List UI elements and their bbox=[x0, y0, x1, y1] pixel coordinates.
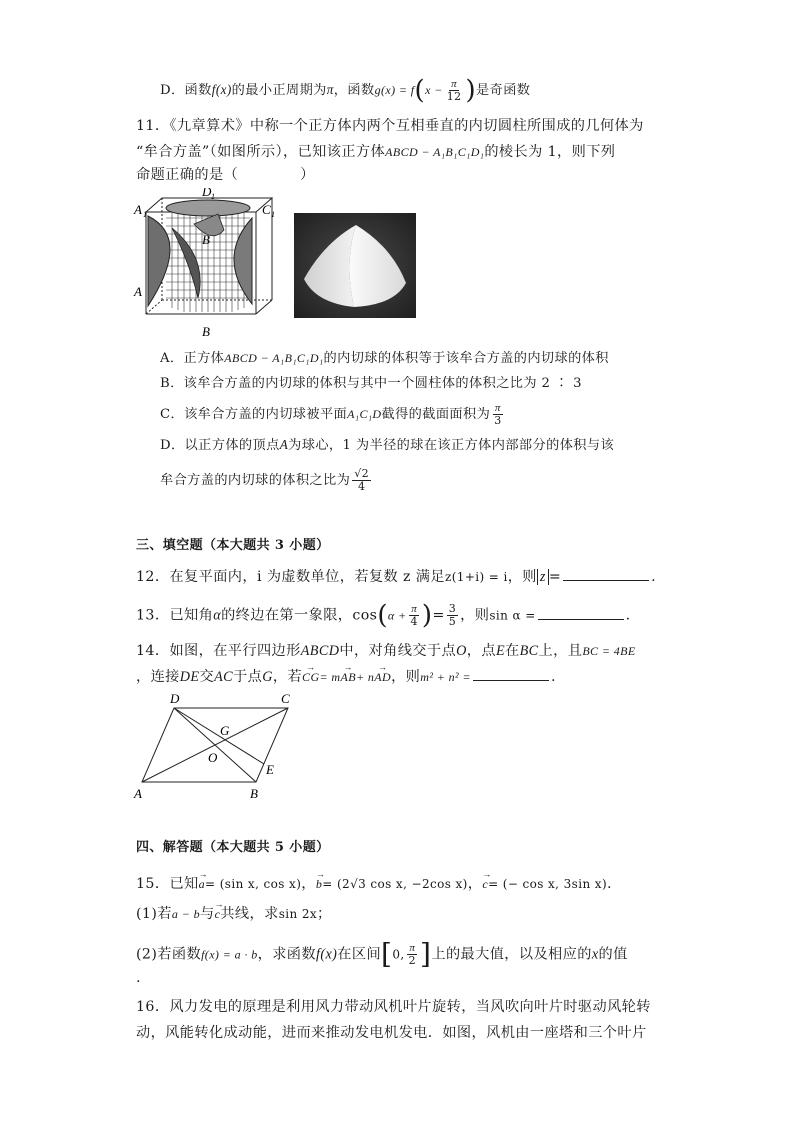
q15-sep2: ， bbox=[467, 876, 483, 892]
q15-p2-end: 的值 bbox=[598, 946, 628, 963]
q15-sep1: ， bbox=[301, 876, 316, 892]
q14-l2-d: ，若 bbox=[272, 669, 303, 685]
q11-d-point: A bbox=[279, 437, 289, 452]
q14-text: 14．如图，在平行四边形 bbox=[136, 643, 301, 659]
q15-vec-b-value: = (2√3 cos x, −2cos x) bbox=[322, 877, 468, 891]
q13-alpha: α bbox=[213, 607, 222, 624]
q13-then: ，则 bbox=[460, 607, 490, 624]
q12 bbox=[136, 567, 656, 587]
q13-frac1 bbox=[409, 603, 420, 628]
q12-end: . bbox=[651, 569, 657, 585]
q13-sin: sin α = bbox=[489, 608, 536, 623]
q14-answer-blank bbox=[473, 668, 549, 681]
q14-g: G bbox=[262, 669, 273, 685]
q14-text4: 在 bbox=[505, 643, 520, 659]
q10-d-text: D．函数 bbox=[160, 83, 212, 98]
q10-d-end: 是奇函数 bbox=[476, 83, 531, 98]
q15-p1-ask: 共线，求 bbox=[220, 906, 279, 922]
q11-d-rest: 为球心，1 为半径的球在该正方体内部部分的体积与该 bbox=[288, 438, 615, 453]
q15-p2-num: π bbox=[409, 942, 416, 954]
q13-num2: 3 bbox=[448, 602, 457, 615]
q15-vec-a-value: = (sin x, cos x) bbox=[205, 877, 302, 891]
q10-d-mid2: ，函数 bbox=[333, 83, 375, 98]
q15-p1-with: 与 bbox=[200, 906, 215, 922]
q11-d-line2-text: 牟合方盖的内切球的体积之比为 bbox=[160, 473, 351, 488]
q11-c-num: π bbox=[494, 402, 501, 414]
label-a1: A bbox=[134, 202, 142, 217]
q15-p1-label: (1)若 bbox=[136, 906, 172, 922]
q16-line1: 16．风力发电的原理是利用风力带动风机叶片旋转，当风吹向叶片时驱动风轮转 bbox=[136, 999, 651, 1015]
q15-part2: (2)若函数f(x) = a · b，求函数f(x)在区间[0, $\frac{\pi}{2}$ ]上的最大值，以及相应的x的值 bbox=[136, 937, 628, 971]
q14-ac: AC bbox=[214, 669, 234, 685]
q13-end: . bbox=[625, 607, 631, 624]
q11-option-c bbox=[160, 402, 506, 427]
q10-d-den: 12 bbox=[446, 90, 462, 103]
q14-vec-cg: → CG bbox=[302, 667, 319, 687]
fig-label-e: E bbox=[266, 762, 274, 777]
cylinder-right-face bbox=[234, 218, 252, 304]
q12-then: ，则 bbox=[507, 569, 537, 585]
q11-line3 bbox=[136, 165, 315, 185]
q11-option-a bbox=[160, 348, 609, 369]
mouhefanggai-render-image bbox=[294, 213, 416, 318]
q14-de: DE bbox=[179, 669, 200, 685]
q11-option-b: B．该牟合方盖的内切球的体积与其中一个圆柱体的体积之比为 2 ∶ 3 bbox=[160, 376, 582, 391]
q11-cube-name: ABCD − A₁B₁C₁D₁ bbox=[385, 145, 485, 159]
q13-answer-blank bbox=[538, 607, 624, 620]
q11-line3a: 命题正确的是（ bbox=[136, 167, 239, 183]
q11-line2 bbox=[136, 142, 615, 162]
q15-p2-max-text: 上的最大值，以及相应的 bbox=[431, 946, 592, 963]
q13-text: 13．已知角 bbox=[136, 607, 214, 624]
q12-text: 12．在复平面内，i 为虚数单位，若复数 z 满足 bbox=[136, 569, 445, 585]
q11-c-text: C．该牟合方盖的内切球被平面 bbox=[160, 407, 348, 422]
fig-label-b: B bbox=[250, 786, 258, 801]
q14-e: E bbox=[495, 643, 506, 659]
q14-eq2: + n bbox=[355, 670, 375, 684]
q14-l2-a: ，连接 bbox=[136, 669, 180, 685]
q15-text: 15．已知 bbox=[136, 876, 199, 892]
q13-inner: α + bbox=[387, 608, 407, 623]
q11-c-plane: A₁C₁D bbox=[347, 407, 382, 421]
q11-a-text: A．正方体 bbox=[160, 351, 225, 366]
q15-p2-label: (2)若函数 bbox=[136, 946, 202, 963]
q16-line2: 动，风能转化成动能，进而来推动发电机发电．如图，风机由一座塔和三个叶片 bbox=[136, 1025, 647, 1041]
q13-num: π bbox=[411, 603, 418, 615]
fig-label-o: O bbox=[208, 750, 218, 765]
q14-text2: 中，对角线交于点 bbox=[339, 643, 457, 659]
q14-text3: ，点 bbox=[466, 643, 496, 659]
q15-p1-end: ； bbox=[317, 906, 332, 922]
section-3-title: 三、填空题（本大题共 3 小题） bbox=[136, 538, 330, 553]
q15-p2-x: x bbox=[591, 946, 599, 963]
label-b1: B bbox=[202, 232, 210, 247]
q15-p1-sin2x: sin 2x bbox=[278, 907, 318, 921]
q15-p2-interval-start: 0, bbox=[392, 947, 405, 962]
q14-mn: m² + n² = bbox=[420, 670, 471, 684]
q10-d-g: g(x) = f bbox=[374, 83, 415, 97]
label-a1-sub: 1 bbox=[143, 210, 147, 219]
q15-p1-expr: a − b bbox=[171, 907, 200, 921]
q10-d-mid: 的最小正周期为 bbox=[231, 83, 327, 98]
label-d1: D bbox=[202, 188, 212, 199]
q11-d-den: 4 bbox=[357, 480, 366, 493]
section-4-title: 四、解答题（本大题共 5 小题） bbox=[136, 840, 330, 855]
q14-abcd: ABCD bbox=[300, 643, 340, 659]
q13-den2: 5 bbox=[448, 615, 457, 628]
q15-p2-text: ，求函数 bbox=[257, 946, 316, 963]
q14-l2-b: 交 bbox=[199, 669, 215, 685]
q14-text5: 上，且 bbox=[538, 643, 583, 659]
q11-line2a: “牟合方盖”（如图所示），已知该正方体 bbox=[136, 144, 386, 160]
label-c1-sub: 1 bbox=[271, 210, 275, 219]
q10-option-d: D．函数f(x)的最小正周期为π，函数g(x) = f(x − $\frac{\pi}{12}$ )是奇函数 bbox=[160, 75, 531, 106]
q15-p2-frac bbox=[407, 942, 418, 967]
q11-d-text: D．以正方体的顶点 bbox=[160, 438, 280, 453]
parallelogram-figure bbox=[130, 688, 300, 804]
q11-line2b: 的棱长为 1，则下列 bbox=[484, 144, 616, 160]
cylinder-top-ellipse bbox=[166, 200, 250, 216]
fig-label-a: A bbox=[134, 786, 142, 801]
q14-end: . bbox=[550, 669, 556, 685]
fig-label-d: D bbox=[170, 691, 180, 706]
q14-line2 bbox=[136, 667, 556, 687]
q14-vec-ad: → AD bbox=[374, 667, 391, 687]
q11-option-d-line2 bbox=[160, 468, 373, 493]
q15-p2-interval-text: 在区间 bbox=[337, 946, 382, 963]
q12-answer-blank bbox=[563, 568, 649, 581]
q13-cos: cos bbox=[352, 607, 378, 624]
q11-c-rest: 截得的截面面积为 bbox=[381, 407, 491, 422]
cylinder-left-face bbox=[148, 216, 170, 306]
q12-equation: z(1+i) = i bbox=[444, 570, 508, 584]
q13-text2: 的终边在第一象限， bbox=[221, 607, 353, 624]
q14-bc: BC bbox=[519, 643, 539, 659]
q11-c-frac bbox=[492, 402, 503, 427]
fig-label-c: C bbox=[281, 691, 290, 706]
q15-vec-a: → a bbox=[199, 874, 205, 894]
label-b: B bbox=[202, 324, 210, 339]
q11-a-cube: ABCD − A₁B₁C₁D₁ bbox=[224, 351, 324, 365]
q13-den: 4 bbox=[410, 615, 418, 628]
q15-p1-vec-c: → c bbox=[215, 904, 221, 924]
q10-d-x: x − bbox=[425, 83, 443, 97]
q15-vec-c: → c bbox=[482, 874, 488, 894]
q14-relation: BC = 4BE bbox=[582, 644, 636, 658]
q15-p2-fx: f(x) bbox=[315, 946, 338, 963]
q11-option-d bbox=[160, 435, 614, 456]
q11-line1: 11．《九章算术》中称一个正方体内两个互相垂直的内切圆柱所围成的几何体为 bbox=[136, 118, 644, 134]
mouhefanggai-cube-figure bbox=[132, 188, 282, 340]
q10-d-f: f(x) bbox=[211, 82, 232, 97]
q15-part1 bbox=[136, 904, 332, 924]
q12-abs-z: z bbox=[537, 569, 549, 585]
q11-d-frac bbox=[352, 468, 371, 493]
q15-p2-den: 2 bbox=[408, 954, 417, 967]
fig-label-g: G bbox=[220, 723, 230, 738]
q14-vec-ab: → AB bbox=[341, 667, 356, 687]
q15-vec-c-value: = (− cos x, 3sin x) bbox=[488, 877, 608, 891]
q10-d-frac bbox=[445, 78, 464, 103]
q15-vec-b: → b bbox=[316, 874, 322, 894]
q15-line1 bbox=[136, 874, 612, 894]
q14-l2-e: ，则 bbox=[391, 669, 421, 685]
q10-d-num: π bbox=[451, 78, 458, 90]
q14-o: O bbox=[456, 643, 467, 659]
q15-end: . bbox=[607, 876, 612, 892]
q13: 13．已知角α的终边在第一象限，cos(α + $\frac{\pi}{4}$ )= $\frac{3}{5}$ ，则sin α = . bbox=[136, 600, 631, 631]
q11-a-rest: 的内切球的体积等于该牟合方盖的内切球的体积 bbox=[323, 351, 609, 366]
q10-d-pi: π bbox=[326, 82, 334, 97]
q11-d-num: √2 bbox=[354, 467, 370, 480]
q15-part2-dot: . bbox=[136, 970, 141, 986]
label-d1-sub: 1 bbox=[211, 192, 215, 201]
label-c1: C bbox=[262, 202, 271, 217]
q14-l2-c: 于点 bbox=[233, 669, 263, 685]
q13-eq: = bbox=[432, 607, 445, 624]
label-a: A bbox=[134, 284, 142, 299]
q11-line3b: ） bbox=[300, 167, 315, 183]
q13-frac2 bbox=[447, 603, 458, 628]
q11-c-den: 3 bbox=[494, 414, 502, 427]
q14-eq1: = m bbox=[319, 670, 341, 684]
q12-equals: = bbox=[548, 569, 562, 585]
q15-p2-f-def: f(x) = a · b bbox=[201, 947, 258, 962]
